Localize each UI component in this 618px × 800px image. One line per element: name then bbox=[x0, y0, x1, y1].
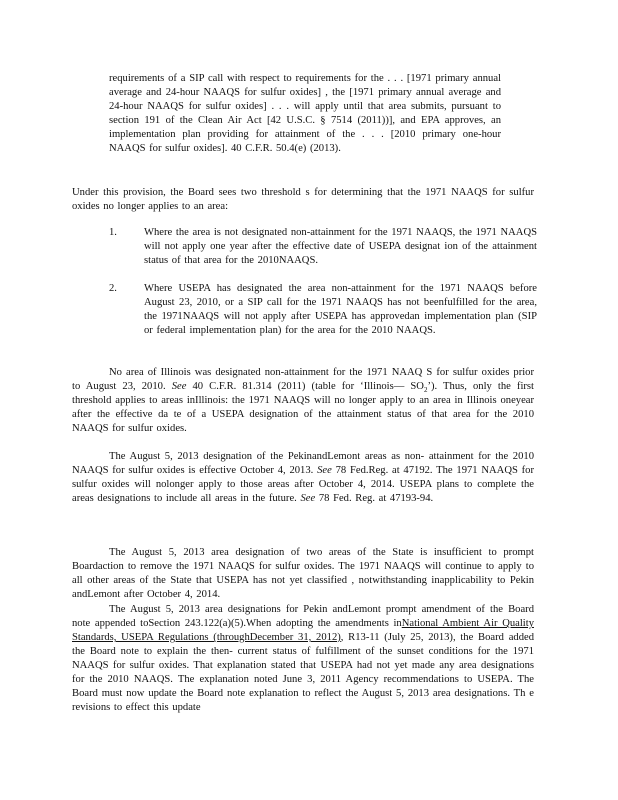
paragraph-text: ’). Thus, only the first threshold applies to areas inIllinois: the 1971 NAAQS will no longer apply to an area in Illinois oneyear after the effective da te of a USEPA designation of the attainment status of that area for the 2010 NAAQS for sulfur oxides. bbox=[72, 381, 534, 434]
paragraph-insufficient: The August 5, 2013 area designation of two areas of the State is insufficient to prompt Boardaction to remove the 1971 NAAQS for sulfur oxides. The 1971 NAAQS will continue to apply to all other areas of the State that USEPA has not yet classified , notwithstanding inapplicability to Pekin andLemont after October 4, 2014. bbox=[72, 547, 534, 600]
list-number: 1. bbox=[109, 227, 117, 238]
see-signal: See bbox=[317, 465, 332, 476]
citation-text: 40 C.F.R. 81.314 (2011) (table for ‘Illinois— SO bbox=[192, 381, 424, 392]
block-quote-citation: 40 C.F.R. 50.4(e) (2013). bbox=[231, 143, 341, 154]
see-signal: See bbox=[300, 493, 316, 504]
case-title: National Ambient Air Quality Standards, USEPA Regulations (throughDecember 31, 2012) bbox=[72, 618, 534, 643]
paragraph-text: No area of Illinois was designated non-attainment for the 1971 NAAQ S for sulfur oxides prior to August 23, 2010. bbox=[72, 367, 534, 392]
paragraph-text: 78 Fed.Reg. at 47192. The 1971 NAAQS for sulfur oxides will nolonger apply to those areas after October 4, 2014. USEPA plans to complete the areas designations to include all areas in the future. bbox=[72, 465, 535, 504]
intro-paragraph: Under this provision, the Board sees two threshold s for determining that the 1971 NAAQS for sulfur oxides no longer applies to an area: bbox=[72, 187, 534, 212]
paragraph-text: The August 5, 2013 designation of the PekinandLemont areas as non- attainment for the 2010 NAAQS for sulfur oxides is effective October 4, 2013. bbox=[72, 451, 534, 476]
list-number: 2. bbox=[109, 283, 117, 294]
list-text: Where USEPA has designated the area non-attainment for the 1971 NAAQS before August 23, 2010, or a SIP call for the 1971 NAAQS has not beenfulfilled for the area, the 1971NAAQS will not apply after USEPA has approvedan implementation plan (SIP or federal implementation plan) for the area for the 2010 NAAQS. bbox=[144, 283, 537, 336]
see-signal: See bbox=[171, 381, 187, 392]
paragraph-illinois bbox=[72, 366, 534, 436]
list-text: Where the area is not designated non-attainment for the 1971 NAAQS, the 1971 NAAQS will not apply one year after the effective date of USEPA designat ion of the attainment status of that area for the 2010NAAQS. bbox=[144, 227, 537, 266]
paragraph-amendment bbox=[72, 603, 534, 715]
block-quote-text: requirements of a SIP call with respect to requirements for the . . . [1971 primary annual average and 24-hour NAAQS for sulfur oxides] , the [1971 primary annual average and 24-hour NAAQS for sulfur oxides] . . . will apply until that area submits, pursuant to section 191 of the Clean Air Act [42 U.S.C. § 7514 (2011))], and EPA approves, an implementation plan providing for attainment of the . . . [2010 primary one-hour NAAQS for sulfur oxides]. bbox=[109, 73, 501, 154]
paragraph-text: , R13-11 (July 25, 2013), the Board added the Board note to explain the then- current status of fulfillment of the sunset conditions for the 1971 NAAQS for sulfur oxides. That explanation stated that USEPA had not yet made any area designations for the 2010 NAAQS. The explanation noted June 3, 2011 Agency recommendations to USEPA. The Board must now update the Board note explanation to reflect the August 5, 2013 area designations. Th e revisions to effect this update bbox=[72, 632, 534, 713]
citation-text: 78 Fed. Reg. at 47193-94. bbox=[318, 493, 434, 504]
paragraph-text: The August 5, 2013 area designations for Pekin andLemont prompt amendment of the Board note appended toSection 243.122(a)(5).When adopting the amendments in bbox=[72, 604, 534, 629]
subscript: 2 bbox=[423, 386, 428, 395]
block-quote bbox=[109, 72, 501, 156]
paragraph-designation bbox=[72, 450, 534, 506]
